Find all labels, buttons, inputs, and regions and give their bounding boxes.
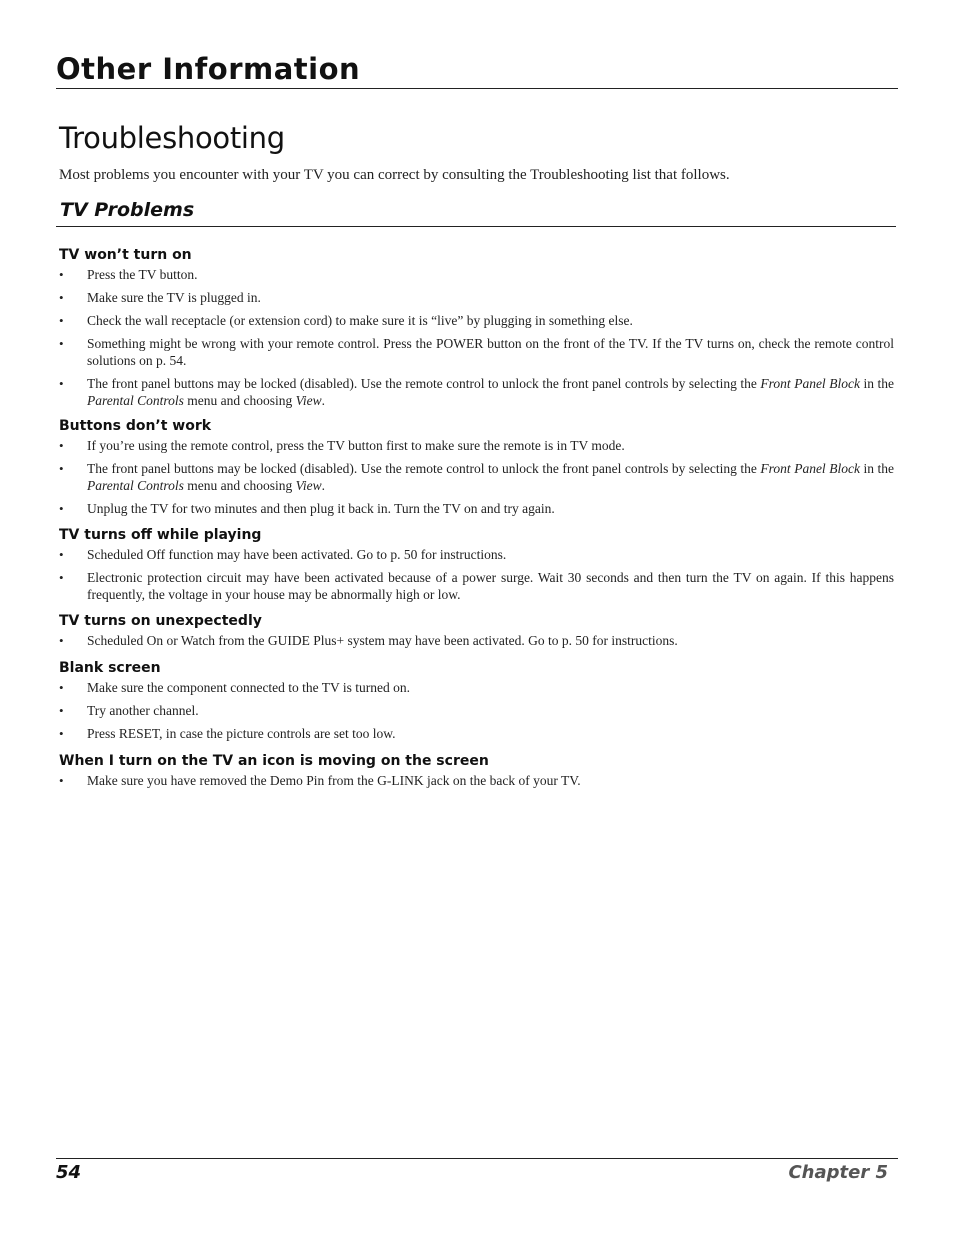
solution-text: Press the TV button. bbox=[87, 267, 198, 282]
problem-heading: Buttons don’t work bbox=[59, 418, 212, 434]
solution-text: Try another channel. bbox=[87, 703, 199, 718]
solution-item bbox=[59, 460, 894, 494]
problem-group bbox=[59, 657, 894, 742]
solution-text: Scheduled On or Watch from the GUIDE Plus+ system may have been activated. Go to p. 50 for instructions. bbox=[87, 633, 678, 648]
solution-item bbox=[59, 266, 894, 283]
solution-list bbox=[59, 679, 894, 742]
solution-list bbox=[59, 632, 894, 649]
menu-term: Front Panel Block bbox=[760, 461, 860, 476]
problem-heading: TV won’t turn on bbox=[59, 247, 192, 263]
solution-item bbox=[59, 725, 894, 742]
bullet-icon: • bbox=[59, 376, 64, 391]
solution-text: . bbox=[321, 393, 325, 408]
bullet-icon: • bbox=[59, 703, 64, 718]
solution-text: in the bbox=[859, 461, 894, 476]
solution-item bbox=[59, 500, 894, 517]
problem-group bbox=[59, 415, 894, 517]
solution-text: Press RESET, in case the picture controls are set too low. bbox=[87, 726, 396, 741]
bullet-icon: • bbox=[59, 726, 64, 741]
bullet-icon: • bbox=[59, 547, 64, 562]
solution-text: If you’re using the remote control, press the TV button first to make sure the remote is in TV mode. bbox=[87, 438, 625, 453]
solution-item bbox=[59, 289, 894, 306]
bullet-icon: • bbox=[59, 633, 64, 648]
solution-item bbox=[59, 437, 894, 454]
solution-text: . bbox=[321, 478, 325, 493]
solution-text: The front panel buttons may be locked (disabled). Use the remote control to unlock the front panel controls by selecting the bbox=[87, 376, 761, 391]
solution-item bbox=[59, 312, 894, 329]
solution-text: Make sure the component connected to the TV is turned on. bbox=[87, 680, 411, 695]
bullet-icon: • bbox=[59, 773, 64, 788]
problem-heading: TV turns on unexpectedly bbox=[59, 613, 262, 629]
solution-text: Electronic protection circuit may have been activated because of a power surge. Wait 30 seconds and then turn the TV on again. If this happens frequently, the voltage in your house may be abnormally high or low. bbox=[87, 570, 894, 602]
solution-text: in the bbox=[859, 376, 894, 391]
solution-text: menu and choosing bbox=[183, 478, 296, 493]
solution-item bbox=[59, 335, 894, 369]
bullet-icon: • bbox=[59, 438, 64, 453]
bullet-icon: • bbox=[59, 290, 64, 305]
solution-item bbox=[59, 632, 894, 649]
solution-item bbox=[59, 375, 894, 409]
solution-text: menu and choosing bbox=[183, 393, 296, 408]
solution-item bbox=[59, 702, 894, 719]
page-number: 54 bbox=[56, 1162, 82, 1183]
section-rule bbox=[56, 226, 896, 227]
intro-paragraph: Most problems you encounter with your TV you can correct by consulting the Troubleshooting list that follows. bbox=[59, 167, 730, 183]
section-title: TV Problems bbox=[60, 199, 195, 221]
bullet-icon: • bbox=[59, 313, 64, 328]
page-title: Troubleshooting bbox=[59, 121, 285, 155]
chapter-label: Chapter 5 bbox=[788, 1162, 888, 1183]
solution-text: Make sure the TV is plugged in. bbox=[87, 290, 261, 305]
bullet-icon: • bbox=[59, 336, 64, 351]
bullet-icon: • bbox=[59, 501, 64, 516]
menu-term: View bbox=[295, 478, 322, 493]
problem-heading: When I turn on the TV an icon is moving on the screen bbox=[59, 753, 489, 769]
bullet-icon: • bbox=[59, 570, 64, 585]
bullet-icon: • bbox=[59, 267, 64, 282]
menu-term: Front Panel Block bbox=[760, 376, 860, 391]
problem-group bbox=[59, 244, 894, 409]
solution-list bbox=[59, 266, 894, 409]
solution-item bbox=[59, 679, 894, 696]
menu-term: View bbox=[295, 393, 322, 408]
problem-list bbox=[59, 244, 894, 795]
problem-heading: TV turns off while playing bbox=[59, 527, 262, 543]
problem-group bbox=[59, 750, 894, 789]
solution-text: Scheduled Off function may have been activated. Go to p. 50 for instructions. bbox=[87, 547, 507, 562]
solution-text: Something might be wrong with your remote control. Press the POWER button on the front of the TV. If the TV turns on, check the remote control solutions on p. 54. bbox=[87, 336, 894, 368]
bullet-icon: • bbox=[59, 680, 64, 695]
bullet-icon: • bbox=[59, 461, 64, 476]
solution-text: The front panel buttons may be locked (disabled). Use the remote control to unlock the front panel controls by selecting the bbox=[87, 461, 761, 476]
solution-text: Check the wall receptacle (or extension cord) to make sure it is “live” by plugging in something else. bbox=[87, 313, 633, 328]
solution-text: Make sure you have removed the Demo Pin from the G-LINK jack on the back of your TV. bbox=[87, 773, 581, 788]
menu-term: Parental Controls bbox=[87, 478, 184, 493]
footer-rule bbox=[56, 1158, 898, 1159]
running-header-title: Other Information bbox=[56, 52, 361, 86]
solution-item bbox=[59, 546, 894, 563]
solution-item bbox=[59, 569, 894, 603]
solution-text: Unplug the TV for two minutes and then plug it back in. Turn the TV on and try again. bbox=[87, 501, 555, 516]
solution-list bbox=[59, 437, 894, 517]
problem-heading: Blank screen bbox=[59, 660, 161, 676]
solution-item bbox=[59, 772, 894, 789]
menu-term: Parental Controls bbox=[87, 393, 184, 408]
solution-list bbox=[59, 772, 894, 789]
solution-list bbox=[59, 546, 894, 603]
problem-group bbox=[59, 610, 894, 649]
problem-group bbox=[59, 524, 894, 603]
header-rule bbox=[56, 88, 898, 89]
